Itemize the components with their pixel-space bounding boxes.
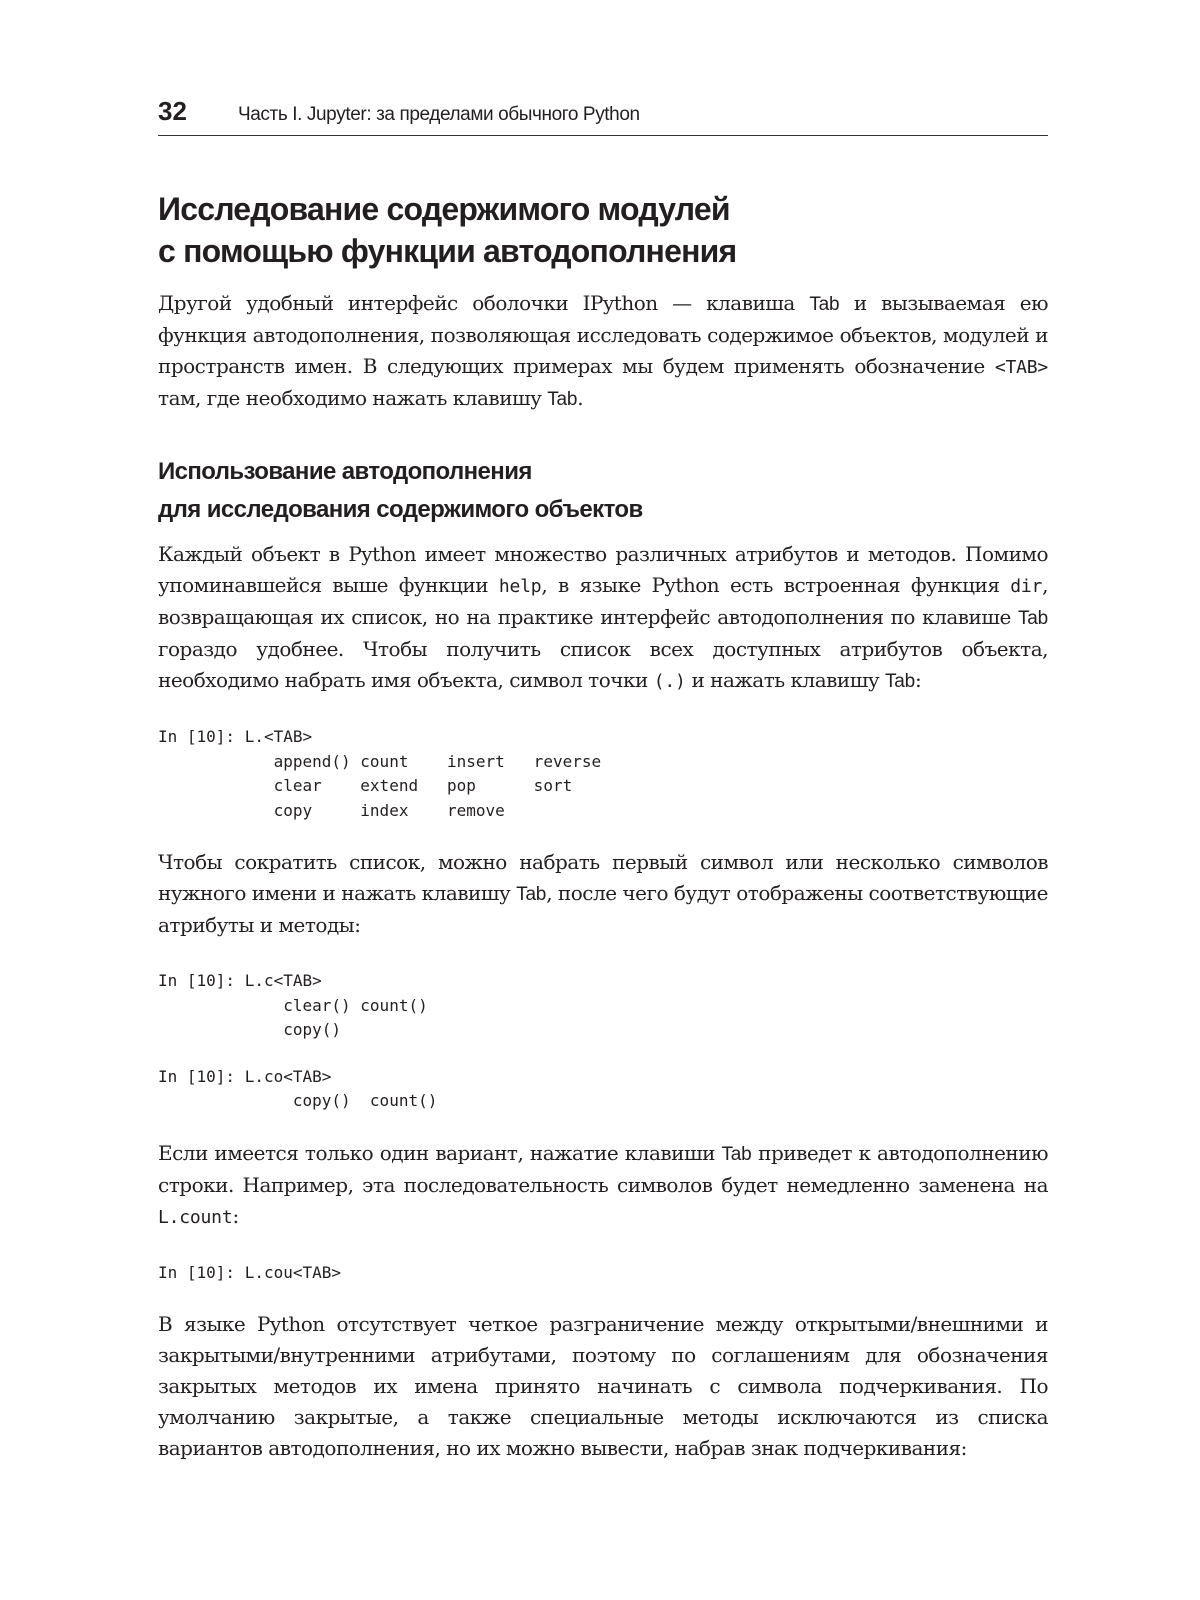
inline-code: (.) <box>653 671 686 692</box>
inline-code: dir <box>1010 576 1043 597</box>
tab-key-label: Tab <box>1017 608 1048 629</box>
running-title: Часть I. Jupyter: за пределами обычного Python <box>238 104 640 125</box>
subsection-title-line-2: для исследования содержимого объектов <box>158 496 643 523</box>
inline-code: <TAB> <box>994 357 1048 378</box>
body-paragraph: Каждый объект в Python имеет множество различных атрибутов и методов. Помимо упоминавшейся выше функции help, в языке Python есть встроенная функция dir, возвращающая их список, но на практике интерфейс автодополнения по клавише Tab гораздо удобнее. Чтобы получить список всех доступных атрибутов объекта, необходимо набрать имя объекта, символ точки (.) и нажать клавишу Tab: <box>158 542 1048 692</box>
code-block: In [10]: L.cou<TAB> <box>158 1262 342 1282</box>
body-paragraph: Чтобы сократить список, можно набрать первый символ или несколько символов нужного имени и нажать клавишу Tab, после чего будут отображены соответствующие атрибуты и методы: <box>158 850 1048 937</box>
inline-code: help <box>498 576 542 597</box>
subsection-title-line-1: Использование автодополнения <box>158 458 532 485</box>
section-title-line-1: Исследование содержимого модулей <box>158 191 730 227</box>
code-block: In [10]: L.<TAB> append() count insert reverse clear extend pop sort copy index remove <box>158 727 602 820</box>
subsection-title <box>158 453 1048 529</box>
running-header <box>158 96 1048 136</box>
page-number: 32 <box>158 96 187 126</box>
code-block: In [10]: L.c<TAB> clear() count() copy() <box>158 971 428 1039</box>
body-paragraph: Если имеется только один вариант, нажатие клавиши Tab приведет к автодополнению строки. Например, эта последовательность символов будет немедленно заменена на L.count: <box>158 1140 1048 1228</box>
section-title <box>158 188 1048 272</box>
tab-key-label: Tab <box>547 389 578 410</box>
tab-key-label: Tab <box>516 884 547 905</box>
tab-key-label: Tab <box>721 1143 752 1165</box>
tab-key-label: Tab <box>884 671 916 692</box>
section-title-line-2: с помощью функции автодополнения <box>158 233 737 269</box>
intro-paragraph: Другой удобный интерфейс оболочки IPython — клавиша Tab и вызываемая ею функция автодополнения, позволяющая исследовать содержимое объектов, модулей и пространств имен. В следующих примерах мы будем применять обозначение <TAB> там, где необходимо нажать клавишу Tab. <box>158 291 1048 410</box>
code-block: In [10]: L.co<TAB> copy() count() <box>158 1066 438 1110</box>
body-paragraph: В языке Python отсутствует четкое разграничение между открытыми/внешними и закрытыми/внутренними атрибутами, поэтому по соглашениям для обозначения закрытых методов их имена принято начинать с символа подчеркивания. По умолчанию закрытые, а также специальные методы исключаются из списка вариантов автодополнения, но их можно вывести, набрав знак подчеркивания: <box>158 1312 1048 1460</box>
tab-key-label: Tab <box>809 294 840 315</box>
inline-code: L.count <box>158 1206 233 1228</box>
book-page <box>158 96 1048 1464</box>
